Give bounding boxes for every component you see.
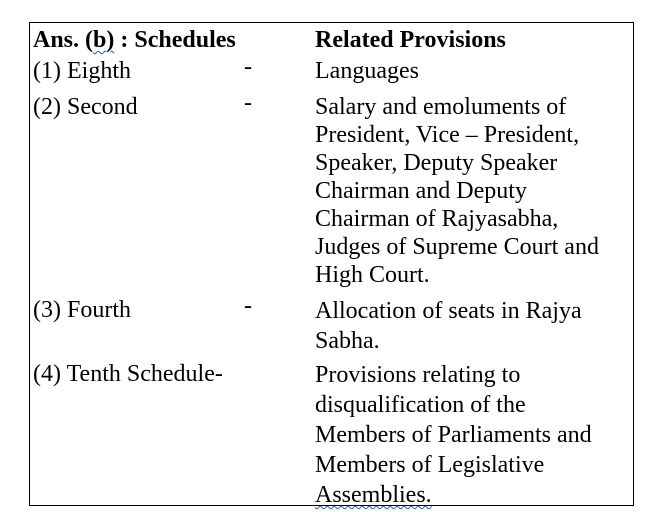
row-3-schedule: [33, 296, 131, 324]
provision-line: Sabha.: [315, 328, 380, 354]
row-3-provision: [315, 296, 633, 356]
schedule-name: Fourth: [66, 297, 131, 323]
row-number: (3): [33, 297, 61, 323]
provision-line: President, Vice – President,: [315, 122, 580, 148]
row-1-dash: -: [244, 54, 252, 80]
row-1-provision: [315, 57, 419, 85]
answer-prefix: Ans. (: [33, 27, 94, 53]
provision-line: disqualification of the: [315, 392, 526, 418]
provision-line: Members of Legislative: [315, 452, 545, 478]
provision-line: Chairman of Rajyasabha,: [315, 206, 559, 232]
row-2-schedule: [33, 93, 138, 121]
provision-line: Speaker, Deputy Speaker: [315, 150, 558, 176]
provision-line: Salary and emoluments of: [315, 94, 567, 120]
provision-line: Provisions relating to: [315, 362, 521, 388]
row-2-provision: [315, 93, 599, 289]
row-number: (2): [33, 94, 61, 120]
provision-line: Members of Parliaments and: [315, 422, 592, 448]
answer-heading: [33, 26, 236, 54]
provision-word: in: [500, 298, 520, 324]
provision-line: [315, 296, 633, 326]
provision-line: Assemblies.: [315, 482, 432, 508]
related-provisions-heading: Related Provisions: [315, 27, 506, 53]
row-number: (4): [33, 361, 61, 387]
row-number: (1): [33, 58, 61, 84]
provision-word: Rajya: [525, 298, 582, 324]
row-2-dash: -: [244, 90, 252, 116]
row-4-schedule: [33, 360, 223, 388]
provision-line: Judges of Supreme Court and: [315, 234, 599, 260]
schedules-heading: : Schedules: [114, 27, 236, 53]
provision-line: High Court.: [315, 262, 430, 288]
provision-word: Allocation: [315, 298, 417, 324]
provision-line: Chairman and Deputy: [315, 178, 527, 204]
row-1-schedule: [33, 57, 131, 85]
schedule-name: Second: [66, 94, 138, 120]
row-4-provision: [315, 360, 592, 510]
provision-word: of: [422, 298, 443, 324]
answer-letter: b): [93, 27, 115, 53]
schedule-name: Tenth Schedule-: [66, 361, 223, 387]
provision-line: Languages: [315, 58, 419, 84]
provision-word: seats: [448, 298, 495, 324]
row-3-dash: -: [244, 293, 252, 319]
schedule-name: Eighth: [66, 58, 131, 84]
